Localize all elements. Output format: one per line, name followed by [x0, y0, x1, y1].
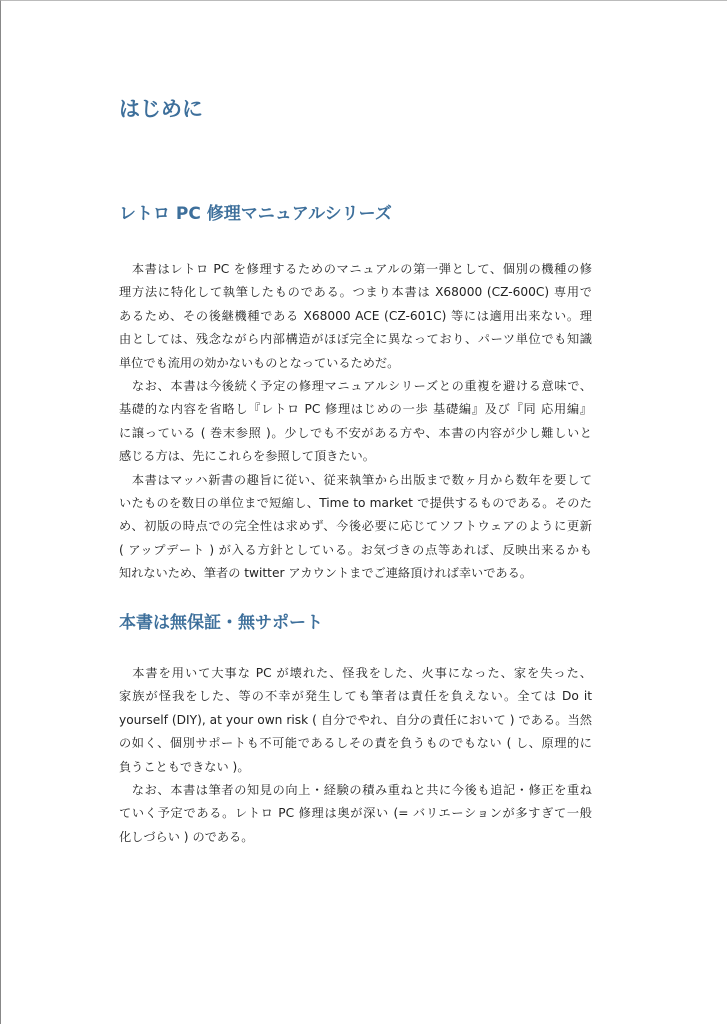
section-body-series [119, 258, 592, 585]
text-line: ていく予定である。レトロ PC 修理は奥が深い (= バリエーションが多すぎて一般 [119, 806, 592, 821]
text-line: いたものを数日の単位まで短縮し、Time to market で提供するものである。そのた [119, 495, 592, 510]
section-heading-series: レトロ PC 修理マニュアルシリーズ [119, 204, 392, 224]
text-line: に譲っている ( 巻末参照 )。少しでも不安がある方や、本書の内容が少し難しいと [119, 425, 592, 440]
text-line: 本書はレトロ PC を修理するためのマニュアルの第一弾として、個別の機種の修 [119, 262, 592, 276]
text-line: め、初版の時点での完全性は求めず、今後必要に応じてソフトウェアのように更新 [119, 519, 592, 534]
text-line: 負うこともできない )。 [119, 759, 250, 774]
text-line: 由としては、残念ながら内部構造がほぼ完全に異なっており、パーツ単位でも知識 [119, 332, 592, 347]
section-body-no-warranty [119, 662, 592, 849]
text-line: 本書を用いて大事な PC が壊れた、怪我をした、火事になった、家を失った、 [119, 666, 592, 680]
text-line: 化しづらい ) のである。 [119, 829, 254, 844]
text-line: の如く、個別サポートも不可能であるしその責を負うものでもない ( し、原理的に [119, 736, 592, 751]
text-line: 家族が怪我をした、等の不幸が発生しても筆者は責任を負えない。全ては Do it [119, 689, 592, 704]
text-line: 本書はマッハ新書の趣旨に従い、従来執筆から出版まで数ヶ月から数年を要して [119, 472, 592, 487]
text-line: 単位でも流用の効かないものとなっているためだ。 [119, 355, 400, 370]
page-title: はじめに [119, 97, 203, 121]
text-line: 知れないため、筆者の twitter アカウントまでご連絡頂ければ幸いである。 [119, 566, 532, 581]
text-line: ( アップデート ) が入る方針としている。お気づきの点等あれば、反映出来るかも [119, 542, 592, 557]
text-line: なお、本書は筆者の知見の向上・経験の積み重ねと共に今後も追記・修正を重ね [119, 782, 592, 797]
section-heading-no-warranty: 本書は無保証・無サポート [119, 613, 323, 633]
text-line: 感じる方は、先にこれらを参照して頂きたい。 [119, 449, 375, 464]
text-line: 理方法に特化して執筆したものである。つまり本書は X68000 (CZ-600C) 専用で [119, 285, 592, 300]
text-line: なお、本書は今後続く予定の修理マニュアルシリーズとの重複を避ける意味で、 [119, 378, 592, 393]
text-line: yourself (DIY), at your own risk ( 自分でやれ、自分の責任において ) である。当然 [119, 712, 592, 727]
text-line: 基礎的な内容を省略し『レトロ PC 修理はじめの一歩 基礎編』及び『同 応用編』 [119, 402, 592, 417]
text-line: あるため、その後継機種である X68000 ACE (CZ-601C) 等には適用出来ない。理 [119, 308, 592, 323]
